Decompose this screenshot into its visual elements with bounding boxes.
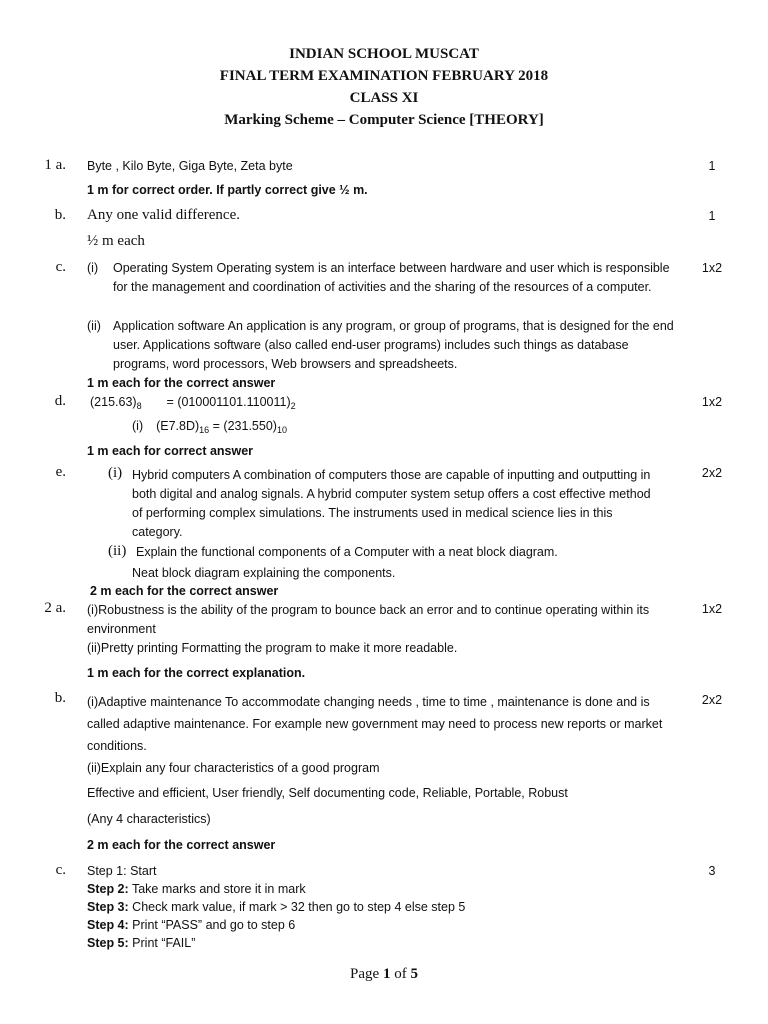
q1c-i-label: (i) [87,261,99,275]
q2b-number: b. [54,690,66,706]
q1e-marks: 2x2 [701,466,723,480]
q1e-i-text: Hybrid computers A combination of computers those are capable of inputting and outputting in both digital and analog signals. A hybrid computer system setup offers a cost effective method of performing complex simulations. The instruments used in medical science lies in this category. [132,468,651,539]
q1d-c1-right-base: 2 [290,401,296,411]
q1b-number: b. [54,207,66,223]
q2c-step-5 [87,936,195,950]
q1e-ii-label: (ii) [108,543,127,559]
page-current: 1 [382,966,391,982]
q1c-marks: 1x2 [701,261,723,275]
q2b-text-2: (ii)Explain any four characteristics of a good program [87,761,380,775]
q1e-i-label: (i) [108,465,123,481]
q1d-c1-right: = (010001101.110011) [166,395,291,409]
page-word: Page [350,966,380,982]
q2a-marks: 1x2 [701,602,723,616]
q2b-note: 2 m each for the correct answer [87,838,276,852]
q1e-ii-text2: Neat block diagram explaining the components. [132,566,396,580]
q1a-answer: Byte , Kilo Byte, Giga Byte, Zeta byte [87,159,293,173]
q1d-c1-left: (215.63) [90,395,137,409]
q1a-number: 1 a. [44,157,66,173]
q1b-answer: Any one valid difference. [87,207,240,223]
q2b-marks: 2x2 [701,693,723,707]
q2c-step-2 [87,882,306,896]
q2c-step-5-label: Step 5: [87,936,129,950]
q2c-step-4-text: Print “PASS” and go to step 6 [132,918,296,932]
q1e-note: 2 m each for the correct answer [90,584,279,598]
q1d-c2-left: (E7.8D) [156,419,200,433]
q1a-marks: 1 [708,159,716,173]
subject-title: Marking Scheme – Computer Science [THEORY] [224,112,544,128]
q2b-text-4: (Any 4 characteristics) [87,812,211,826]
page-of: of [394,966,407,982]
q2c-number: c. [55,862,66,878]
q2c-step-3-text: Check mark value, if mark > 32 then go to step 4 else step 5 [132,900,466,914]
q2c-step-4 [87,918,295,932]
q2a-text-2: (ii)Pretty printing Formatting the program to make it more readable. [87,641,458,655]
q2a-note: 1 m each for the correct explanation. [87,666,306,680]
q1d-c1-left-base: 8 [136,401,142,411]
q2b-text-1: (i)Adaptive maintenance To accommodate changing needs , time to time , maintenance is done and is called adaptive maintenance. For example new government may need to process new reports or market conditions. [87,695,663,753]
q2a-number: 2 a. [44,600,66,616]
q1d-marks: 1x2 [701,395,723,409]
q2c-step-3 [87,900,465,914]
q1c-number: c. [55,259,66,275]
q1b-note: ½ m each [87,233,145,249]
q1d-c2-label: (i) [132,419,144,433]
q2c-step-2-text: Take marks and store it in mark [131,882,306,896]
page-total: 5 [410,966,418,982]
q1e-number: e. [55,464,66,480]
q1c-i-text: Operating System Operating system is an interface between hardware and user which is responsible for the management and coordination of activities and the sharing of the resources of a computer. [113,261,670,294]
q1d-note: 1 m each for correct answer [87,444,254,458]
q1c-note: 1 m each for the correct answer [87,376,276,390]
q2c-step-3-label: Step 3: [87,900,129,914]
q2b-text-3: Effective and efficient, User friendly, Self documenting code, Reliable, Portable, Robust [87,786,568,800]
q2c-step-5-text: Print “FAIL” [132,936,196,950]
q1d-conversion-1 [90,395,296,409]
q1b-marks: 1 [708,209,716,223]
q2c-step-1: Step 1: Start [87,864,157,878]
q1a-note: 1 m for correct order. If partly correct give ½ m. [87,183,368,197]
q2a-text-1: (i)Robustness is the ability of the program to bounce back an error and to continue operating within its environment [87,603,650,636]
q1d-c2-right: = (231.550) [212,419,277,433]
class-title: CLASS XI [349,90,419,106]
q2c-step-4-label: Step 4: [87,918,129,932]
q2c-step-2-label: Step 2: [87,882,129,896]
school-name: INDIAN SCHOOL MUSCAT [289,46,479,62]
q1d-c2-left-base: 16 [199,425,210,435]
page-number [0,966,768,983]
q1d-conversion-2 [132,419,287,433]
q2c-marks: 3 [708,864,716,878]
exam-title: FINAL TERM EXAMINATION FEBRUARY 2018 [219,68,549,84]
q1c-ii-label: (ii) [87,319,101,333]
q1c-ii-text: Application software An application is any program, or group of programs, that is designed for the end user. Applications software (also called end-user programs) includes such things as database programs, word processors, Web browsers and spreadsheets. [113,319,674,371]
q1e-ii-text: Explain the functional components of a Computer with a neat block diagram. [136,545,558,559]
q1d-c2-right-base: 10 [276,425,287,435]
q1d-number: d. [54,393,66,409]
